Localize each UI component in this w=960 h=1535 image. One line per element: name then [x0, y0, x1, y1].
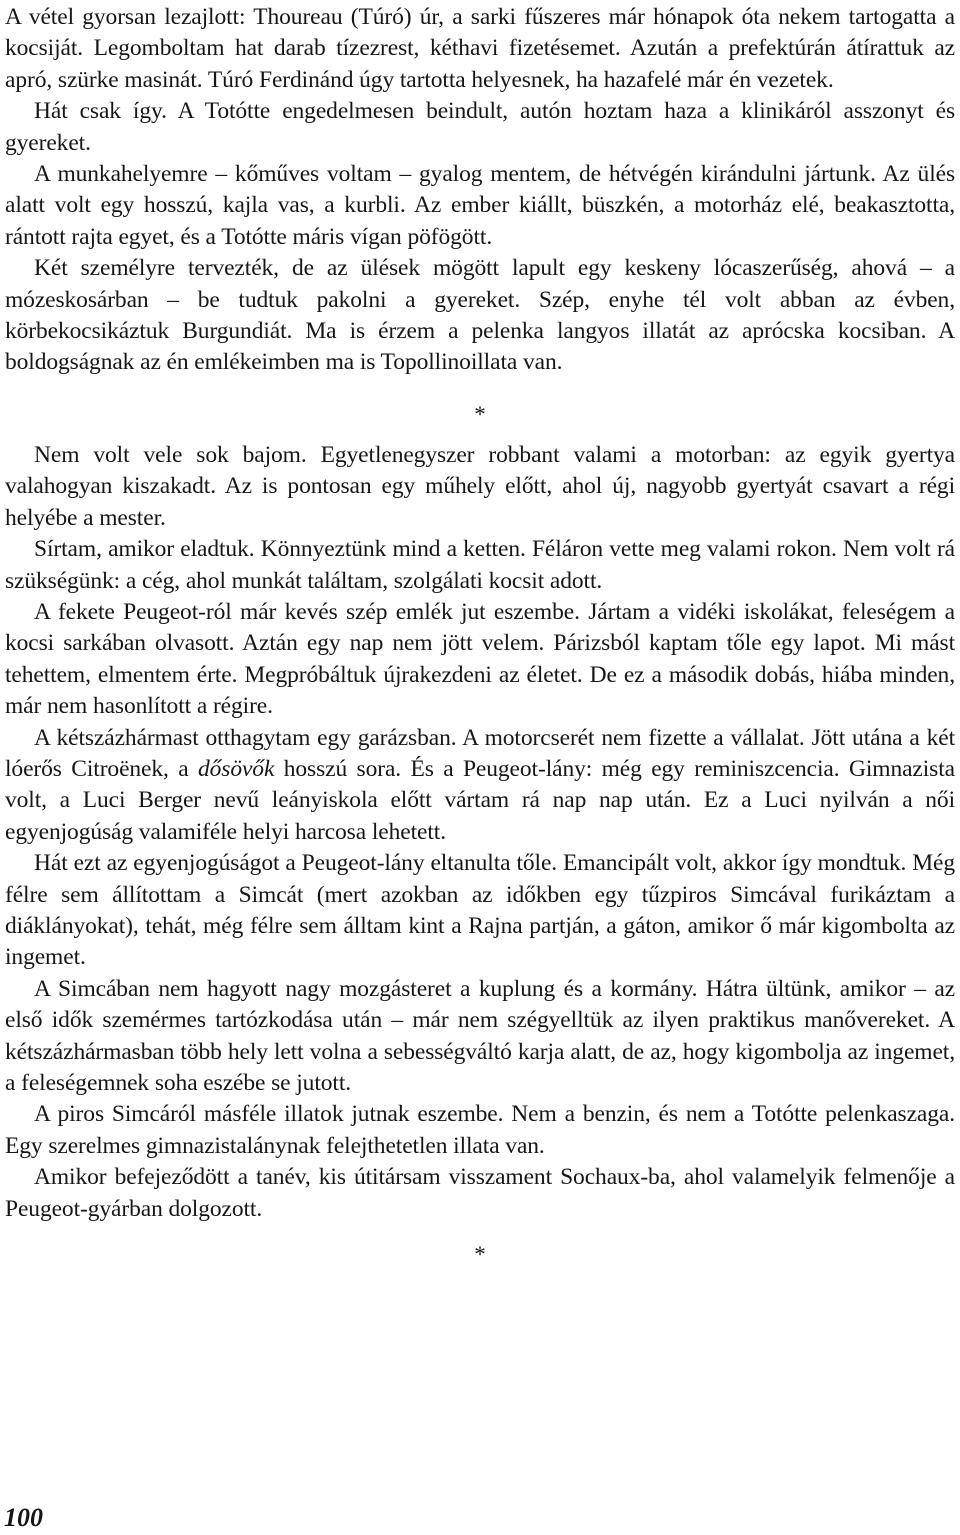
paragraph-text: A kétszázhármast otthagytam egy garázsban. A motorcserét nem fizette a vállalat. Jött utána a két lóerős Citroënek, a	[5, 724, 955, 782]
paragraph: A piros Simcáról másféle illatok jutnak eszembe. Nem a benzin, és nem a Totótte pelenkaszaga. Egy szerelmes gimnazistalánynak felejthetetlen illata van.	[5, 1101, 955, 1159]
paragraph-text: hosszú sora. És a Peugeot-lány: még egy reminiszcencia. Gimnazista volt, a Luci Berger nevű leányiskola előtt vártam rá nap nap után. Ez a Luci nyilván a női egyenjogúság valamiféle helyi harcosa lehetett.	[5, 755, 955, 845]
paragraph: Hát ezt az egyenjogúságot a Peugeot-lány eltanulta tőle. Emancipált volt, akkor így mondtuk. Még félre sem állítottam a Simcát (mert azokban az időkben egy tűzpiros Simcával furikáztam a diáklányokat), tehát, még félre sem álltam kint a Rajna partján, a gáton, amikor ő már kigombolta az ingemet.	[5, 850, 955, 971]
emphasized-word: dősövők	[197, 755, 275, 782]
paragraph: Nem volt vele sok bajom. Egyetlenegyszer robbant valami a motorban: az egyik gyertya valahogyan kiszakadt. Az is pontosan egy műhely előtt, ahol új, nagyobb gyertyát csavart a régi helyébe a mester.	[5, 441, 955, 531]
section-separator: *	[474, 1242, 486, 1268]
paragraph: Sírtam, amikor eladtuk. Könnyeztünk mind a ketten. Féláron vette meg valami rokon. Nem volt rá szükségünk: a cég, ahol munkát találtam, szolgálati kocsit adott.	[5, 536, 955, 594]
paragraph: A vétel gyorsan lezajlott: Thoureau (Túró) úr, a sarki fűszeres már hónapok óta nekem tartogatta a kocsiját. Legomboltam hat darab tízezrest, kéthavi fizetésemet. Azután a prefektúrán átírattuk az apró, szürke masinát. Túró Ferdinánd úgy tartotta helyesnek, ha hazafelé már én vezetek.	[5, 4, 955, 93]
page-number: 100	[4, 1503, 43, 1532]
paragraph: Amikor befejeződött a tanév, kis útitársam visszament Sochaux-ba, ahol valamelyik felmenője a Peugeot-gyárban dolgozott.	[5, 1164, 955, 1222]
page-text	[5, 0, 955, 1270]
paragraph: A fekete Peugeot-ról már kevés szép emlék jut eszembe. Jártam a vidéki iskolákat, feleségem a kocsi sarkában olvasott. Aztán egy nap nem jött velem. Párizsból kaptam tőle egy lapot. Mi mást tehettem, elmentem érte. Megpróbáltuk újrakezdeni az életet. De ez a második dobás, hiába minden, már nem hasonlított a régire.	[5, 598, 955, 720]
paragraph: Hát csak így. A Totótte engedelmesen beindult, autón hoztam haza a klinikáról asszonyt és gyereket.	[5, 98, 955, 156]
paragraph: Két személyre tervezték, de az ülések mögött lapult egy keskeny lócaszerűség, ahová – a mózeskosárban – be tudtuk pakolni a gyereket. Szép, enyhe tél volt abban az évben, körbekocsikáztuk Burgundiát. Ma is érzem a pelenka langyos illatát az aprócska kocsiban. A boldogságnak az én emlékeimben ma is Topollinoillata van.	[5, 255, 955, 376]
paragraph: A munkahelyemre – kőműves voltam – gyalog mentem, de hétvégén kirándulni jártunk. Az ülés alatt volt egy hosszú, kajla vas, a kurbli. Az ember kiállt, büszkén, a motorház elé, beakasztotta, rántott rajta egyet, és a Totótte máris vígan pöfögött.	[5, 161, 955, 250]
paragraph	[5, 723, 955, 849]
paragraph: A Simcában nem hagyott nagy mozgásteret a kuplung és a kormány. Hátra ültünk, amikor – az első idők szemérmes tartózkodása után – már nem szégyelltük az ilyen praktikus manővereket. A kétszázhármasban több hely lett volna a sebességváltó karja alatt, de az, hogy kigombolja az ingemet, a feleségemnek soha eszébe se jutott.	[5, 975, 955, 1096]
section-separator: *	[474, 401, 486, 427]
